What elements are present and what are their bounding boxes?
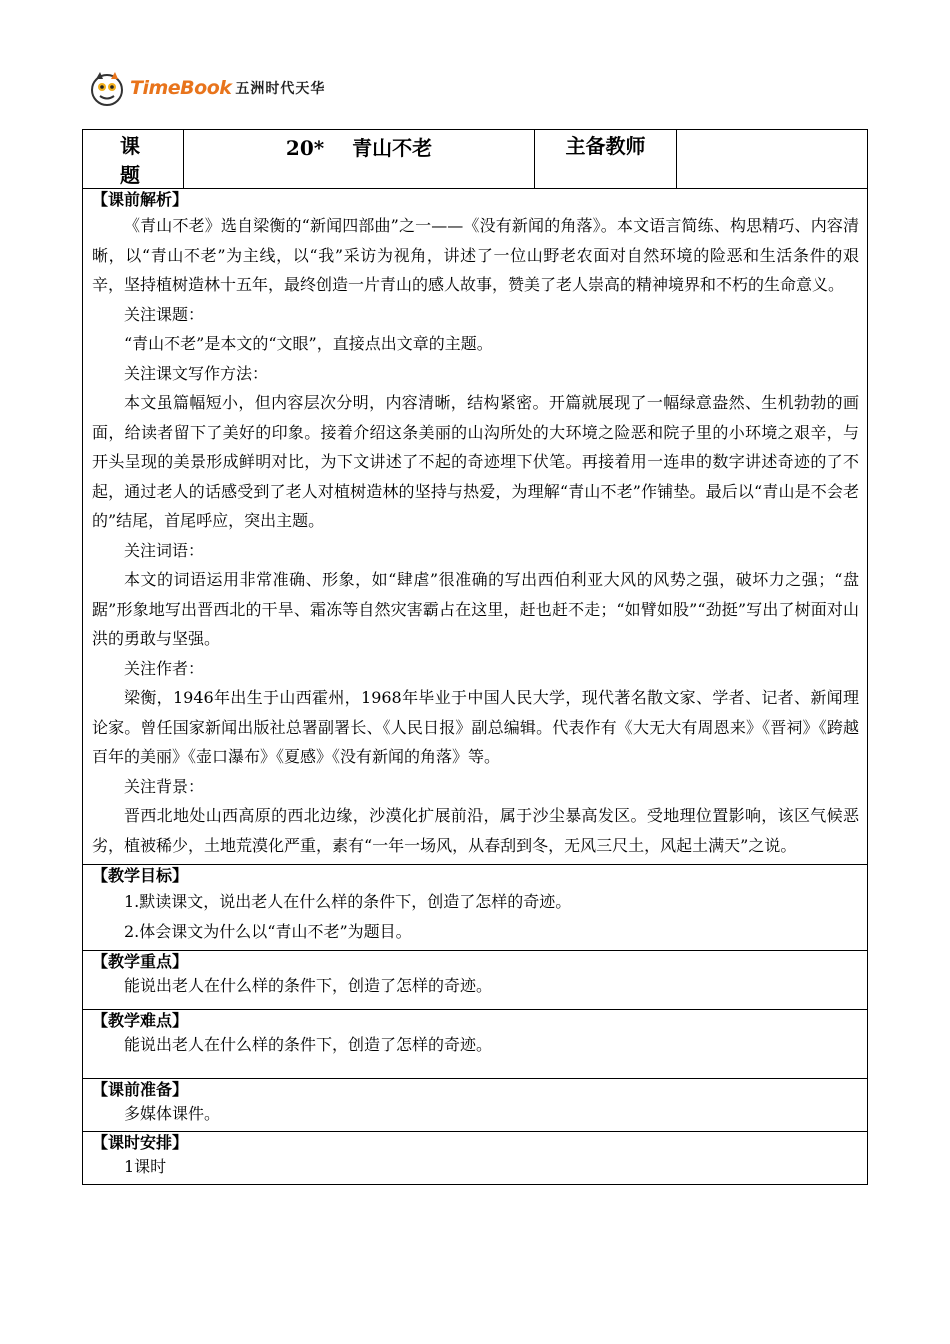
preparation-row bbox=[83, 1079, 868, 1132]
analysis-intro: 《青山不老》选自梁衡的“新闻四部曲”之一——《没有新闻的角落》。本文语言简练、构思精巧、内容清晰，以“青山不老”为主线，以“我”采访为视角，讲述了一位山野老农面对自然环境的险恶和生活条件的艰辛，坚持植树造林十五年，最终创造一片青山的感人故事，赞美了老人崇高的精神境界和不朽的生命意义。 bbox=[92, 216, 859, 294]
lesson-title: 青山不老 bbox=[352, 136, 433, 160]
preparation-title: 【课前准备】 bbox=[92, 1080, 189, 1099]
words-heading: 关注词语： bbox=[124, 540, 205, 560]
topic-heading: 关注课题： bbox=[124, 304, 205, 324]
key-points-title: 【教学重点】 bbox=[92, 952, 189, 971]
preparation-text: 多媒体课件。 bbox=[124, 1104, 221, 1123]
logo-brand-text: TimeBook bbox=[130, 77, 232, 99]
goals-row bbox=[83, 865, 868, 951]
method-heading: 关注课文写作方法： bbox=[124, 363, 269, 383]
topic-label: 课 题 bbox=[83, 130, 184, 189]
schedule-title: 【课时安排】 bbox=[92, 1133, 189, 1152]
logo-brand-cn: 五洲时代天华 bbox=[235, 81, 326, 97]
goal-item: 2.体会课文为什么以“青山不老”为题目。 bbox=[124, 921, 412, 941]
topic-text: “青山不老”是本文的“文眼”，直接点出文章的主题。 bbox=[124, 334, 493, 353]
logo-mascot-icon bbox=[88, 69, 126, 107]
difficulties-row bbox=[83, 1010, 868, 1079]
author-text: 梁衡，1946年出生于山西霍州，1968年毕业于中国人民大学，现代著名散文家、学者、记者、新闻理论家。曾任国家新闻出版社总署副署长、《人民日报》副总编辑。代表作有《大无大有周恩来》《晋祠》《跨越百年的美丽》《壶口瀑布》《夏感》《没有新闻的角落》等。 bbox=[92, 688, 859, 766]
goals-section bbox=[83, 865, 868, 951]
analysis-row bbox=[83, 189, 868, 865]
teacher-value bbox=[677, 130, 868, 189]
analysis-section bbox=[83, 189, 868, 865]
analysis-title: 【课前解析】 bbox=[92, 190, 189, 209]
teacher-label: 主备教师 bbox=[535, 130, 677, 189]
header-row bbox=[83, 130, 868, 189]
method-text: 本文虽篇幅短小，但内容层次分明，内容清晰，结构紧密。开篇就展现了一幅绿意盎然、生机勃勃的画面，给读者留下了美好的印象。接着介绍这条美丽的山沟所处的大环境之险恶和院子里的小环境之艰辛，与开头呈现的美景形成鲜明对比，为下文讲述了不起的奇迹埋下伏笔。再接着用一连串的数字讲述奇迹的了不起，通过老人的话感受到了老人对植树造林的坚持与热爱，为理解“青山不老”作铺垫。最后以“青山是不会老的”结尾，首尾呼应，突出主题。 bbox=[92, 393, 859, 530]
words-text: 本文的词语运用非常准确、形象，如“肆虐”很准确的写出西伯利亚大风的风势之强，破坏力之强；“盘踞”形象地写出晋西北的干旱、霜冻等自然灾害霸占在这里，赶也赶不走；“如臂如股”“劲挺”写出了树面对山洪的勇敢与坚强。 bbox=[92, 570, 859, 648]
schedule-text: 1课时 bbox=[124, 1157, 167, 1176]
lesson-title-cell bbox=[184, 130, 535, 189]
lesson-plan-table bbox=[82, 129, 868, 1185]
key-points-text: 能说出老人在什么样的条件下，创造了怎样的奇迹。 bbox=[124, 976, 493, 995]
background-heading: 关注背景： bbox=[124, 776, 205, 796]
preparation-section bbox=[83, 1079, 868, 1132]
difficulties-text: 能说出老人在什么样的条件下，创造了怎样的奇迹。 bbox=[124, 1035, 493, 1054]
difficulties-section bbox=[83, 1010, 868, 1079]
background-text: 晋西北地处山西高原的西北边缘，沙漠化扩展前沿，属于沙尘暴高发区。受地理位置影响，该区气候恶劣，植被稀少，土地荒漠化严重，素有“一年一场风，从春刮到冬，无风三尺土，风起土满天”之说。 bbox=[92, 806, 859, 855]
schedule-section bbox=[83, 1132, 868, 1185]
schedule-row bbox=[83, 1132, 868, 1185]
key-points-section bbox=[83, 951, 868, 1010]
key-points-row bbox=[83, 951, 868, 1010]
timebook-logo bbox=[88, 68, 325, 108]
lesson-number: 20* bbox=[285, 136, 325, 160]
goals-title: 【教学目标】 bbox=[92, 866, 189, 885]
goal-item: 1.默读课文，说出老人在什么样的条件下，创造了怎样的奇迹。 bbox=[124, 892, 572, 911]
author-heading: 关注作者： bbox=[124, 658, 205, 678]
difficulties-title: 【教学难点】 bbox=[92, 1011, 189, 1030]
